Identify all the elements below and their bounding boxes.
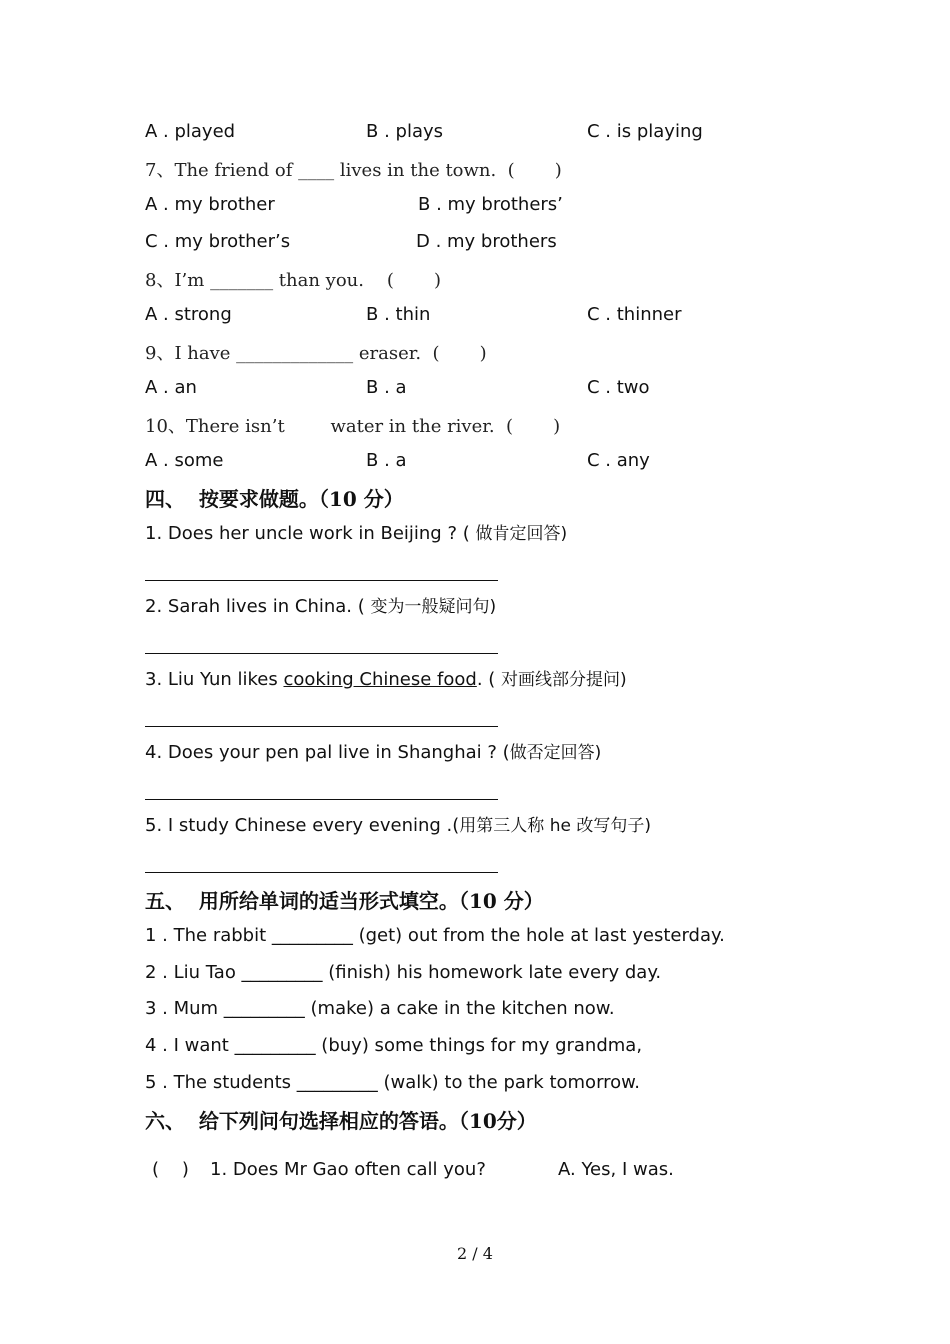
section5-heading: 五、 用所给单词的适当形式填空。（10 分） bbox=[145, 889, 544, 913]
underlined-phrase: cooking Chinese food bbox=[283, 669, 477, 690]
q7-option-c: C . my brother’s bbox=[145, 231, 291, 252]
answer-line-5[interactable] bbox=[145, 872, 498, 873]
q8-option-b: B . thin bbox=[366, 304, 431, 325]
q6-option-a: A . played bbox=[145, 121, 236, 142]
s4-item-1: 1. Does her uncle work in Beijing ? ( 做肯定回答) bbox=[145, 523, 568, 544]
s6-answer-a: A. Yes, I was. bbox=[558, 1159, 674, 1180]
s5-item-1: 1 . The rabbit _________ (get) out from the hole at last yesterday. bbox=[145, 925, 725, 946]
q6-option-b: B . plays bbox=[366, 121, 444, 142]
q10-question: 10、There isn’t water in the river. ( ) bbox=[145, 416, 561, 437]
answer-line-4[interactable] bbox=[145, 799, 498, 800]
q8-option-a: A . strong bbox=[145, 304, 232, 325]
s6-question-1: 1. Does Mr Gao often call you? bbox=[210, 1159, 486, 1180]
q10-option-a: A . some bbox=[145, 450, 224, 471]
s5-item-3: 3 . Mum _________ (make) a cake in the kitchen now. bbox=[145, 998, 615, 1019]
q7-option-a: A . my brother bbox=[145, 194, 275, 215]
s6-answer-bracket[interactable]: ( ) bbox=[152, 1159, 189, 1180]
section6-heading: 六、 给下列问句选择相应的答语。（10分） bbox=[145, 1109, 537, 1133]
s4-item-2: 2. Sarah lives in China. ( 变为一般疑问句) bbox=[145, 596, 497, 617]
q9-option-c: C . two bbox=[587, 377, 650, 398]
q10-option-c: C . any bbox=[587, 450, 650, 471]
page-number: 2 / 4 bbox=[457, 1244, 493, 1263]
s5-item-2: 2 . Liu Tao _________ (finish) his homework late every day. bbox=[145, 962, 662, 983]
answer-line-1[interactable] bbox=[145, 580, 498, 581]
q7-option-d: D . my brothers bbox=[416, 231, 557, 252]
q6-option-c: C . is playing bbox=[587, 121, 703, 142]
s4-item-5: 5. I study Chinese every evening .(用第三人称 he 改写句子) bbox=[145, 815, 651, 836]
q9-option-a: A . an bbox=[145, 377, 197, 398]
q7-question: 7、The friend of ____ lives in the town. ( ) bbox=[145, 160, 562, 181]
q8-question: 8、I’m _______ than you. ( ) bbox=[145, 270, 441, 291]
s4-item-4: 4. Does your pen pal live in Shanghai ? (做否定回答) bbox=[145, 742, 602, 763]
s5-item-5: 5 . The students _________ (walk) to the park tomorrow. bbox=[145, 1072, 640, 1093]
q9-option-b: B . a bbox=[366, 377, 407, 398]
q7-option-b: B . my brothers’ bbox=[418, 194, 563, 215]
s5-item-4: 4 . I want _________ (buy) some things for my grandma, bbox=[145, 1035, 643, 1056]
q8-option-c: C . thinner bbox=[587, 304, 682, 325]
section4-heading: 四、 按要求做题。（10 分） bbox=[145, 487, 404, 511]
answer-line-2[interactable] bbox=[145, 653, 498, 654]
s4-item-3: 3. Liu Yun likes cooking Chinese food. ( 对画线部分提问) bbox=[145, 669, 627, 690]
answer-line-3[interactable] bbox=[145, 726, 498, 727]
q9-question: 9、I have _____________ eraser. ( ) bbox=[145, 343, 487, 364]
q10-option-b: B . a bbox=[366, 450, 407, 471]
